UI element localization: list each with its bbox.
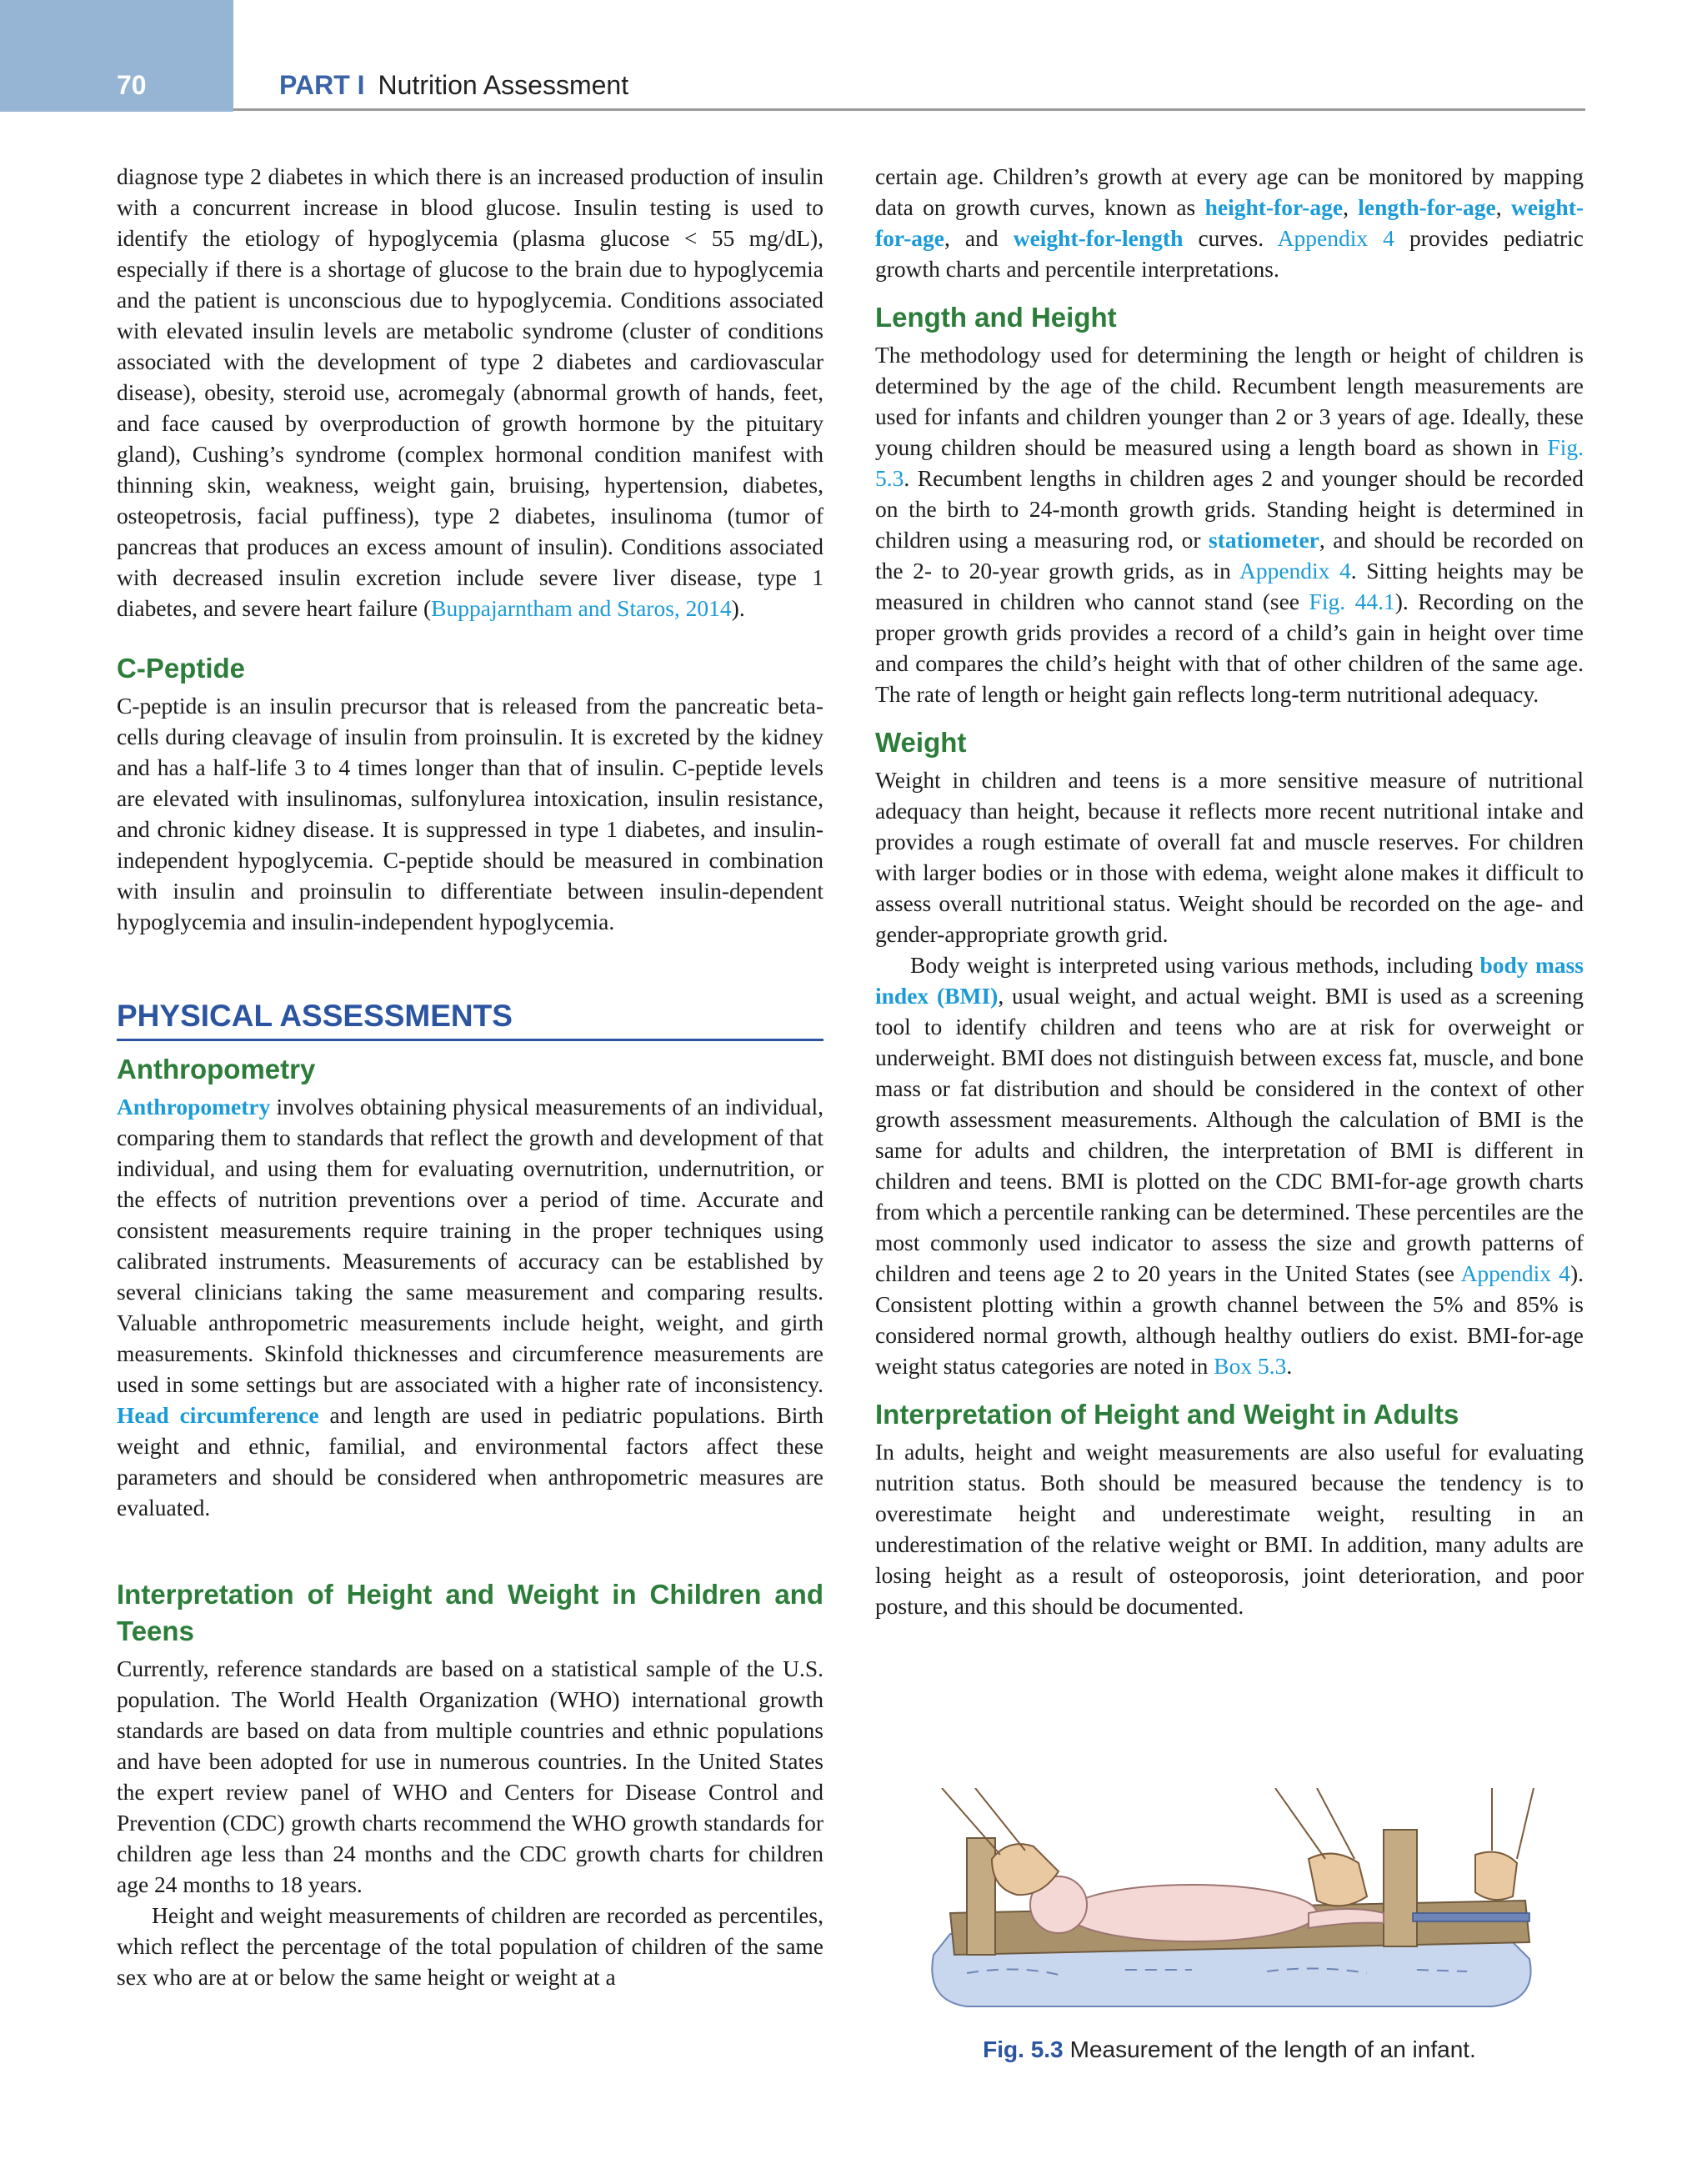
box-link[interactable]: Box 5.3 [1214, 1353, 1287, 1379]
term-statiometer[interactable]: statiometer [1209, 527, 1319, 553]
part-label: PART I [279, 70, 365, 100]
heading-interpretation-adults: Interpretation of Height and Weight in Adults [875, 1399, 1459, 1430]
text: provides pediatric growth charts and percentile interpretations. [875, 225, 1584, 282]
term-length-for-age[interactable]: length-for-age [1358, 194, 1496, 220]
text: and length are used in pediatric populations. Birth weight and ethnic, familial, and environmental factors affect these parameters and should be considered when anthropometric measures are evaluated. [117, 1402, 823, 1520]
arm-lines [1275, 1788, 1354, 1859]
term-head-circumference[interactable]: Head circumference [117, 1402, 319, 1428]
text: . Sitting heights may be measured in children who cannot stand (see [875, 558, 1584, 614]
text: . Recumbent lengths in children ages 2 and younger should be recorded on the birth to 24-month growth grids. Standing height is determined in children using a measuring rod, or [875, 465, 1584, 553]
hand-at-footboard-icon [1475, 1852, 1517, 1900]
figure-link[interactable]: Fig. 5.3 [875, 434, 1584, 491]
paragraph-bmi [875, 949, 1584, 1381]
text: ). [731, 595, 745, 621]
heading-interpretation-children: Interpretation of Height and Weight in Children and Teens [117, 1579, 823, 1646]
heading-anthropometry: Anthropometry [117, 1054, 316, 1084]
paragraph-insulin [117, 161, 823, 624]
text: The methodology used for determining the length or height of children is determined by the age of the child. Recumbent length measurements are used for infants and children younger than 2 or 3 years of age. Ideally, these young children should be measured using a length board as shown in [875, 342, 1584, 460]
paragraph-anthropometry [117, 1091, 823, 1523]
text: involves obtaining physical measurements of an individual, comparing them to standards that reflect the growth and development of that individual, and using them for evaluating overnutrition, undernutrition, or the effects of nutrition preventions over a period of time. Accurate and consistent measurements require training in the proper techniques using calibrated instruments. Measurements of accuracy can be established by several clinicians taking the same measurement and comparing results. Valuable anthropometric measurements include height, weight, and girth measurements. Skinfold thicknesses and circumference measurements are used in some settings but are associated with a higher rate of inconsistency. [117, 1094, 823, 1397]
figure-label: Fig. 5.3 [983, 2036, 1064, 2062]
text: ). Recording on the proper growth grids provides a record of a child’s gain in height over time and compares the child’s height with that of other children of the same age. The rate of length or height gain reflects long-term nutritional adequacy. [875, 589, 1584, 707]
figure-link[interactable]: Fig. 44.1 [1309, 589, 1395, 614]
term-weight-for-age[interactable]: weight-for-age [875, 194, 1584, 251]
heading-c-peptide: C-Peptide [117, 653, 246, 684]
heading-weight: Weight [875, 727, 967, 758]
right-column [875, 161, 1584, 1621]
paragraph-adults: In adults, height and weight measurements are also useful for evaluating nutrition status. Both should be measured because the tendency is to overestimate height and underestimate weight, resulting in an underestimation of the relative weight or BMI. In addition, many adults are losing height as a result of osteoporosis, joint deterioration, and poor posture, and this should be documented. [875, 1439, 1584, 1619]
header-rule [233, 108, 1585, 111]
left-column [117, 161, 823, 1992]
citation-link[interactable]: Buppajarntham and Staros, 2014 [431, 595, 732, 621]
appendix-link[interactable]: Appendix 4 [1460, 1260, 1570, 1286]
infant-length-board-illustration [917, 1788, 1550, 2013]
term-height-for-age[interactable]: height-for-age [1204, 194, 1344, 220]
headboard [967, 1838, 995, 1955]
page-number: 70 [117, 70, 147, 100]
text: . [1286, 1353, 1293, 1379]
text: ). Consistent plotting within a growth channel between the 5% and 85% is considered normal growth, although healthy outliers do exist. BMI-for-age weight status categories are noted in [875, 1260, 1584, 1379]
paragraph-reference-standards: Currently, reference standards are based on a statistical sample of the U.S. population. The World Health Organization (WHO) international growth standards are based on data from multiple countries and ethnic populations and have been adopted for use in numerous countries. In the United States the expert review panel of WHO and Centers for Disease Control and Prevention (CDC) growth charts recommend the WHO growth standards for children age less than 24 months and the CDC growth charts for children age 24 months to 18 years. [117, 1656, 823, 1897]
term-weight-for-length[interactable]: weight-for-length [1013, 225, 1184, 251]
text: , usual weight, and actual weight. BMI is used as a screening tool to identify children and teens who are at risk for overweight or underweight. BMI does not distinguish between excess fat, muscle, and bone mass or fat distribution and should be considered in the context of other growth assessment measurements. Although the calculation of BMI is the same for adults and children, the interpretation of BMI is different in children and teens. BMI is plotted on the CDC BMI-for-age growth charts from which a percentile ranking can be determined. These percentiles are the most commonly used indicator to assess the size and growth patterns of children and teens age 2 to 20 years in the United States (see [875, 983, 1584, 1286]
paragraph-growth-curves [875, 161, 1584, 284]
text: curves. [1183, 225, 1278, 251]
text: Body weight is interpreted using various methods, including [910, 952, 1480, 978]
paragraph-c-peptide: C-peptide is an insulin precursor that is released from the pancreatic beta-cells during cleavage of insulin from proinsulin. It is excreted by the kidney and has a half-life 3 to 4 times longer than that of insulin. C-peptide levels are elevated with insulinomas, sulfonylurea intoxication, insulin resistance, and chronic kidney disease. It is suppressed in type 1 diabetes, and insulin-independent hypoglycemia. C-peptide should be measured in combination with insulin and proinsulin to differentiate between insulin-dependent hypoglycemia and insulin-independent hypoglycemia. [117, 693, 823, 934]
text: diagnose type 2 diabetes in which there is an increased production of insulin with a concurrent increase in blood glucose. Insulin testing is used to identify the etiology of hypoglycemia (plasma glucose < 55 mg/dL), especially if there is a shortage of glucose to the brain due to hypoglycemia and the patient is unconscious due to hypoglycemia. Conditions associated with elevated insulin levels are metabolic syndrome (cluster of conditions associated with the development of type 2 diabetes and cardiovascular disease), obesity, steroid use, acromegaly (abnormal growth of hands, feet, and face caused by overproduction of growth hormone by the pituitary gland), Cushing’s syndrome (complex hormonal condition manifest with thinning skin, weakness, weight gain, bruising, hypertension, diabetes, osteopetrosis, facial puffiness), type 2 diabetes, insulinoma (tumor of pancreas that produces an excess amount of insulin). Conditions associated with decreased insulin excretion include severe liver disease, type 1 diabetes, and severe heart failure ( [117, 163, 823, 621]
hand-at-knees-icon [1309, 1854, 1367, 1906]
text: , [1343, 194, 1359, 220]
appendix-link[interactable]: Appendix 4 [1239, 558, 1351, 584]
text: certain age. Children’s growth at every age can be monitored by mapping data on growth curves, known as [875, 163, 1584, 220]
figure-caption [875, 2036, 1584, 2063]
heading-length-height: Length and Height [875, 302, 1117, 333]
arm-lines [1492, 1788, 1534, 1859]
measuring-scale [1413, 1913, 1529, 1921]
appendix-link[interactable]: Appendix 4 [1277, 225, 1394, 251]
heading-physical-assessments: PHYSICAL ASSESSMENTS [117, 997, 823, 1041]
figure-caption-text: Measurement of the length of an infant. [1069, 2036, 1476, 2062]
paragraph-length-height [875, 339, 1584, 709]
footboard [1384, 1830, 1417, 1946]
infant-body [1067, 1885, 1317, 1941]
paragraph-percentiles: Height and weight measurements of children are recorded as percentiles, which reflect the percentage of the total population of children of the same sex who are at or below the same height or weight at a [117, 1902, 823, 1990]
term-bmi[interactable]: body mass index (BMI) [875, 952, 1584, 1009]
term-anthropometry[interactable]: Anthropometry [117, 1094, 271, 1120]
text: , and should be recorded on the 2- to 20-year growth grids, as in [875, 527, 1584, 584]
paragraph-weight: Weight in children and teens is a more sensitive measure of nutritional adequacy than height, because it reflects more recent nutritional intake and provides a rough estimate of overall fat and muscle reserves. For children with larger bodies or in those with edema, weight alone makes it difficult to assess overall nutritional status. Weight should be recorded on the age- and gender-appropriate growth grid. [875, 767, 1584, 947]
part-title: Nutrition Assessment [378, 70, 629, 100]
text: , and [944, 225, 1014, 251]
text: , [1495, 194, 1511, 220]
running-head [279, 70, 628, 101]
